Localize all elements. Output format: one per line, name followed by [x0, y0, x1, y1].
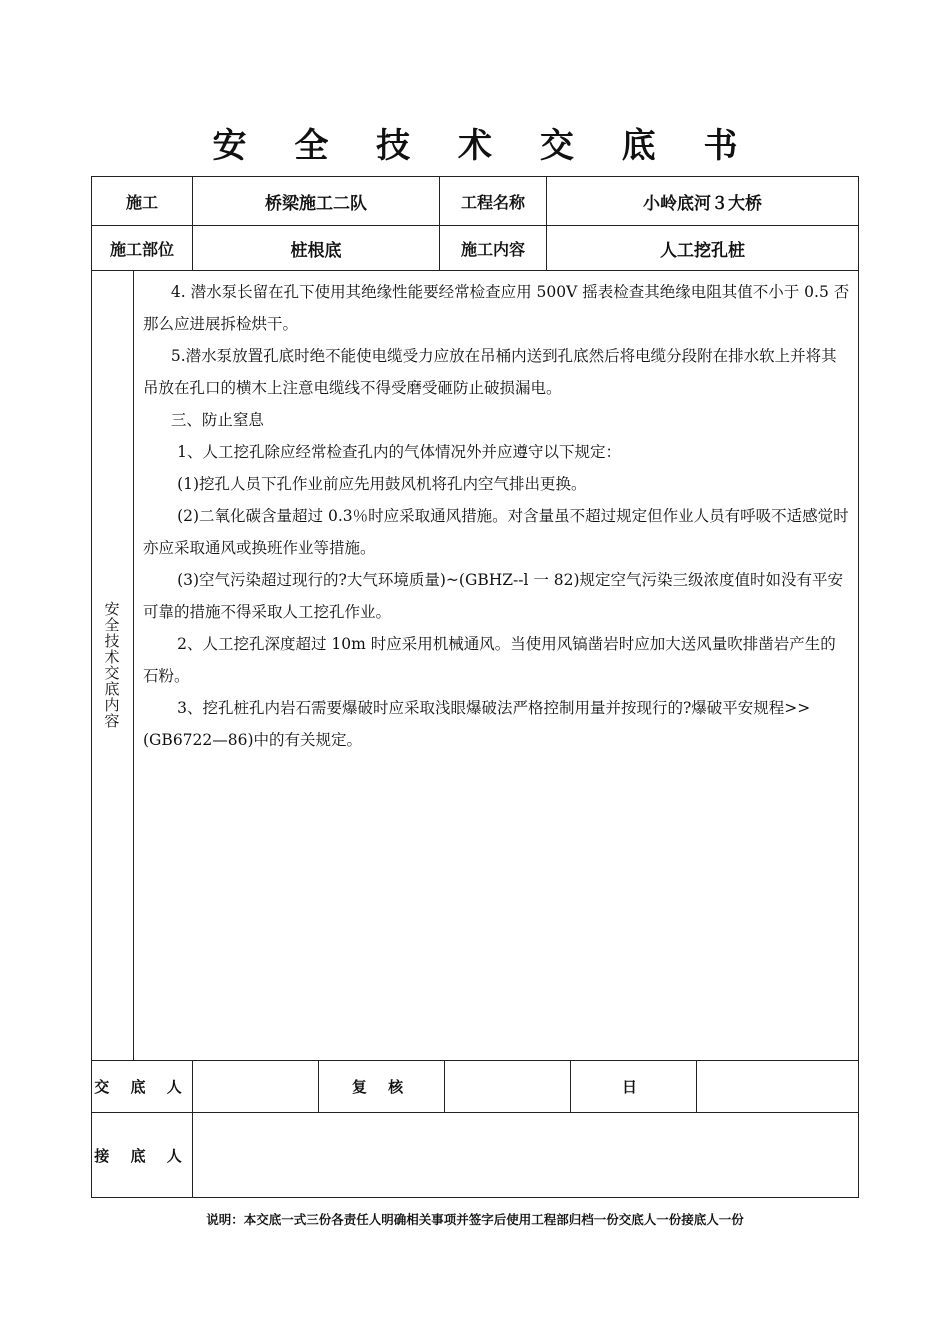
paragraph: 5.潜水泵放置孔底时绝不能使电缆受力应放在吊桶内送到孔底然后将电缆分段附在排水软上并将其吊放在孔口的横木上注意电缆线不得受磨受砸防止破损漏电。: [143, 347, 837, 397]
discloser-label: 交 底 人: [94, 1078, 190, 1096]
paragraph: (2)二氧化碳含量超过 0.3％时应采取通风措施。对含量虽不超过规定但作业人员有呼吸不适感觉时亦应采取通风或换班作业等措施。: [143, 507, 849, 557]
section-heading: 三、防止窒息: [170, 411, 264, 429]
document-title: 安 全 技 术 交 底 书: [212, 126, 756, 166]
project-name-label: 工程名称: [460, 192, 525, 212]
construction-part-value: 桩根底: [290, 240, 342, 261]
paragraph: 2、人工挖孔深度超过 10m 时应采用机械通风。当使用风镐凿岩时应加大送风量吹排凿岩产生的石粉。: [143, 635, 836, 685]
disclosure-content: [143, 276, 851, 756]
unit-label: 施工: [125, 192, 158, 212]
paragraph: 1、人工挖孔除应经常检查孔内的气体情况外并应遵守以下规定：: [177, 443, 621, 461]
receiver-label: 接 底 人: [94, 1146, 190, 1165]
review-signature-field[interactable]: [445, 1061, 570, 1112]
receiver-signature-field[interactable]: [193, 1113, 858, 1197]
paragraph: (1)挖孔人员下孔作业前应先用鼓风机将孔内空气排出更换。: [177, 475, 587, 493]
paragraph: 4. 潜水泵长留在孔下使用其绝缘性能要经常检查应用 500V 摇表检查其绝缘电阻其值不小于 0.5 否那么应进展拆检烘干。: [143, 283, 850, 333]
discloser-signature-field[interactable]: [193, 1061, 318, 1112]
construction-content-label: 施工内容: [460, 239, 525, 259]
section-label-cell: [91, 270, 133, 1060]
project-name-value: 小岭底河３大桥: [643, 193, 762, 214]
review-label: 复 核: [351, 1078, 412, 1096]
unit-value: 桥梁施工二队: [265, 193, 367, 214]
paragraph: (3)空气污染超过现行的?大气环境质量)~(GBHZ--l 一 82)规定空气污染三级浓度值时如没有平安可靠的措施不得采取人工挖孔作业。: [143, 571, 844, 621]
footnote: 说明：本交底一式三份各责任人明确相关事项并签字后使用工程部归档一份交底人一份接底人一份: [206, 1212, 744, 1227]
disclosure-table: [91, 176, 859, 1198]
paragraph: 3、挖孔桩孔内岩石需要爆破时应采取浅眼爆破法严格控制用量并按现行的?爆破平安规程>>(GB6722—86)中的有关规定。: [143, 699, 811, 749]
date-field[interactable]: [697, 1061, 858, 1112]
construction-content-value: 人工挖孔桩: [660, 240, 745, 261]
construction-part-label: 施工部位: [109, 239, 174, 259]
date-label: 日: [621, 1078, 645, 1096]
section-label: 安全技术交底内容: [102, 601, 121, 729]
